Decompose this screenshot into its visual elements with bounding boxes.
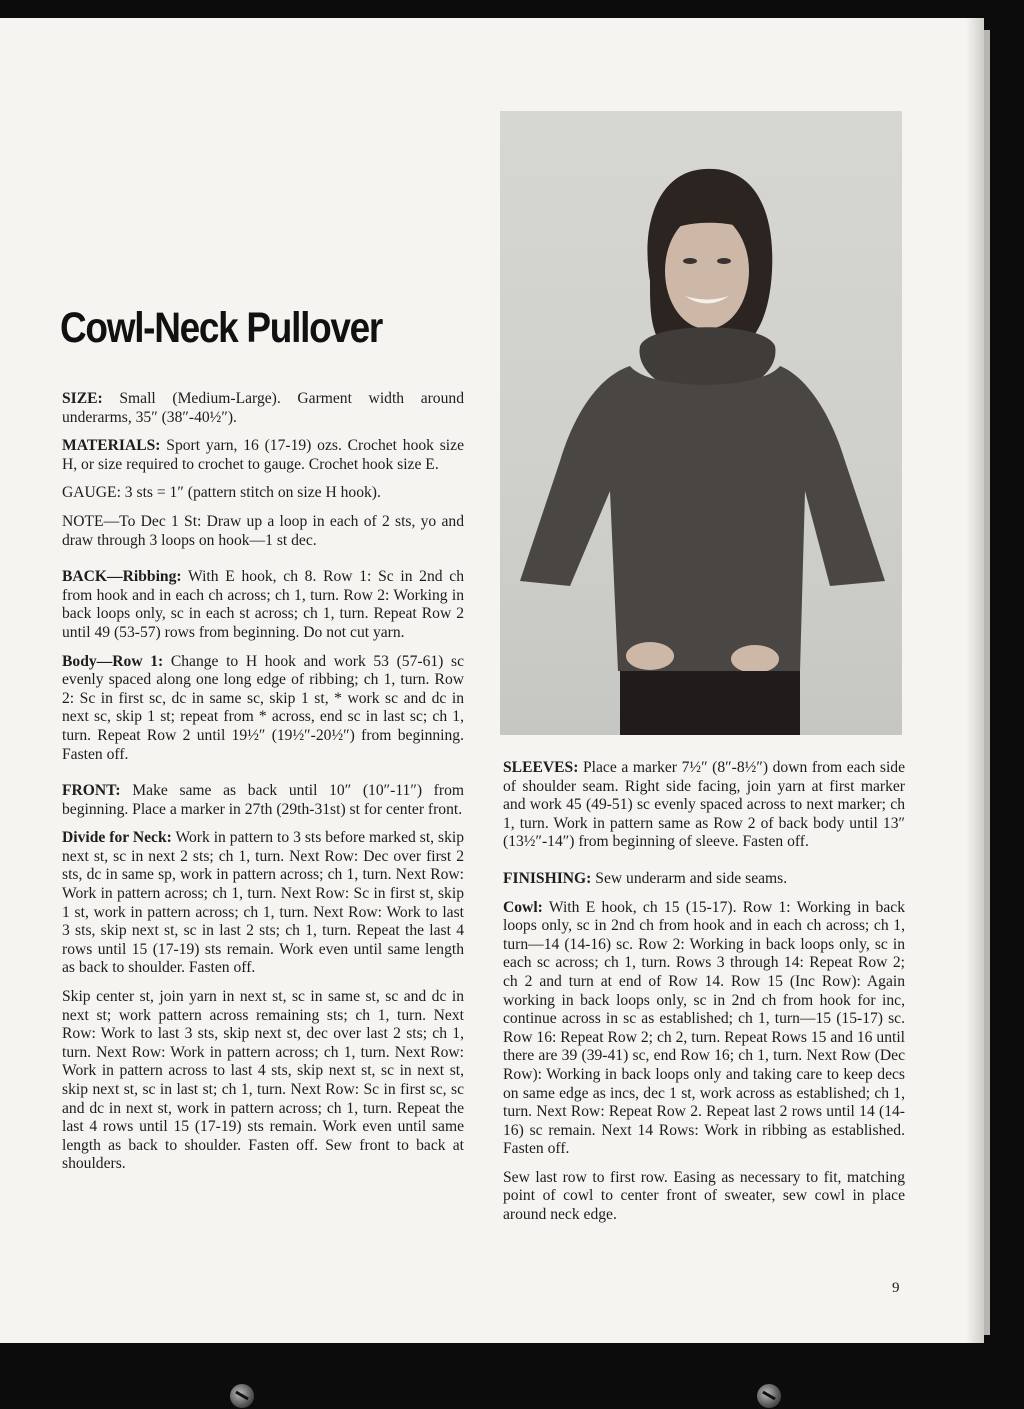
body-text: Change to H hook and work 53 (57-61) sc evenly spaced along one long edge of ribbing; ch 1, turn. Row 2: Sc in first sc, dc in same sc, skip 1 st, * work sc and dc in next sc, skip 1 st; repeat from * across, end sc in last sc; ch 1, turn. Repeat Row 2 until 19½″ (19½″-20½″) from beginning. Fasten off. xyxy=(62,652,464,763)
materials-text: Sport yarn, 16 (17-19) ozs. Crochet hook size H, or size required to crochet to gauge. Crochet hook size E. xyxy=(62,437,464,473)
page-edge xyxy=(984,30,990,1335)
cowl-text: With E hook, ch 15 (15-17). Row 1: Working in back loops only, sc in 2nd ch from hook and in each ch across; ch 1, turn—14 (14-16) sc. Row 2: Working in back loops only, sc in each sc across; ch 1, turn. Rows 3 through 14: Repeat Row 2; ch 2 and turn at end of Row 14. Row 15 (Inc Row): Again working in back loops only, sc in 2nd ch from hook for inc, continue across in sc as established; ch 1, turn—15 (15-17) sc. Row 16: Repeat Row 2; ch 2, turn. Repeat Rows 15 and 16 until there are 39 (39-41) sc, end Row 16; ch 1, turn. Next Row (Dec Row): Working in back loops only and taking care to keep decs on same edge as incs, dec 1 st, work across as established; ch 1, turn. Next Row: Repeat Row 2. Repeat last 2 rows until 14 (14-16) sc remain. Next 14 Rows: Work in ribbing as established. Fasten off. xyxy=(503,898,905,1158)
paragraph-front xyxy=(62,782,464,819)
back-ribbing-label: BACK—Ribbing: xyxy=(62,568,182,586)
model-photo xyxy=(500,111,902,735)
binder-screw-icon xyxy=(757,1384,781,1408)
paragraph-sleeves xyxy=(503,759,905,852)
paragraph-body xyxy=(62,653,464,765)
skip-center-text: Skip center st, join yarn in next st, sc in same st, sc and dc in next st; work pattern across remaining sts; ch 1, turn. Next Row: Work to last 3 sts, skip next st, dec over last 2 sts; ch 1, turn. Next Row: Work in pattern across; ch 1, turn. Next Row: Work in pattern across to last 4 sts, skip next st, sc in next st, skip next st, sc in last st; ch 1, turn. Next Row: Sc in first sc, sc and dc in next st, work in pattern across; ch 1, turn. Repeat the last 4 rows until 15 (17-19) sts remain. Work even until same length as back to shoulder. Fasten off. Sew front to back at shoulders. xyxy=(62,988,464,1173)
front-text: Make same as back until 10″ (10″-11″) from beginning. Place a marker in 27th (29th-31st) st for center front. xyxy=(62,782,464,818)
sleeves-label: SLEEVES: xyxy=(503,759,579,776)
body-label: Body—Row 1: xyxy=(62,652,164,670)
front-label: FRONT: xyxy=(62,782,121,800)
divide-neck-label: Divide for Neck: xyxy=(62,829,172,847)
book-page xyxy=(0,18,984,1343)
gauge-text: GAUGE: 3 sts = 1″ (pattern stitch on size H hook). xyxy=(62,484,381,502)
paragraph-back-ribbing xyxy=(62,568,464,642)
right-column xyxy=(503,759,905,1235)
paragraph-materials xyxy=(62,437,464,474)
size-label: SIZE: xyxy=(62,390,103,407)
page-title: Cowl-Neck Pullover xyxy=(60,304,383,352)
paragraph-divide-neck xyxy=(62,829,464,978)
size-text: Small (Medium-Large). Garment width around underarms, 35″ (38″-40½″). xyxy=(62,390,464,426)
paragraph-finishing xyxy=(503,870,905,889)
paragraph-size xyxy=(62,390,464,427)
paragraph-gauge xyxy=(62,484,464,503)
finishing-text: Sew underarm and side seams. xyxy=(591,869,788,887)
model-wearing-pullover-photo-icon xyxy=(500,111,902,735)
note-text: NOTE—To Dec 1 St: Draw up a loop in each of 2 sts, yo and draw through 3 loops on hook—1 st dec. xyxy=(62,512,464,549)
cowl-label: Cowl: xyxy=(503,898,543,916)
left-column xyxy=(62,390,464,1184)
binder-screw-icon xyxy=(230,1384,254,1408)
paragraph-skip-center xyxy=(62,988,464,1174)
back-ribbing-text: With E hook, ch 8. Row 1: Sc in 2nd ch from hook and in each ch across; ch 1, turn. Row 2: Working in back loops only, sc in each st across; ch 1, turn. Repeat Row 2 until 49 (53-57) rows from beginning. Do not cut yarn. xyxy=(62,568,464,641)
finishing-label: FINISHING: xyxy=(503,869,592,887)
divide-neck-text: Work in pattern to 3 sts before marked st, skip next st, sc in next 2 sts; ch 1, turn. Next Row: Dec over first 2 sts, dc in same sp, work in pattern across; ch 1, turn. Next Row: Work in pattern across; ch 1, turn. Next Row: Sc in first st, skip 1 st, work in pattern across; ch 1, turn. Next Row: Work to last 3 sts, skip next st, sc in last 2 sts; ch 1, turn. Repeat the last 4 rows until 15 (17-19) sts remain. Work even until same length as back to shoulder. Fasten off. xyxy=(62,829,465,977)
page-shadow xyxy=(966,18,984,1343)
sleeves-text: Place a marker 7½″ (8″-8½″) down from each side of shoulder seam. Right side facing, join yarn at first marker and work 45 (49-51) sc evenly spaced across to next marker; ch 1, turn. Work in pattern same as Row 2 of back body until 13″ (13½″-14″) from beginning of sleeve. Fasten off. xyxy=(503,759,905,851)
paragraph-cowl xyxy=(503,899,905,1159)
materials-label: MATERIALS: xyxy=(62,437,161,455)
page-number: 9 xyxy=(892,1280,900,1296)
paragraph-sew-last-row xyxy=(503,1169,905,1225)
sew-last-row-text: Sew last row to first row. Easing as necessary to fit, matching point of cowl to center front of sweater, sew cowl in place around neck edge. xyxy=(503,1168,905,1224)
paragraph-note xyxy=(62,513,464,550)
